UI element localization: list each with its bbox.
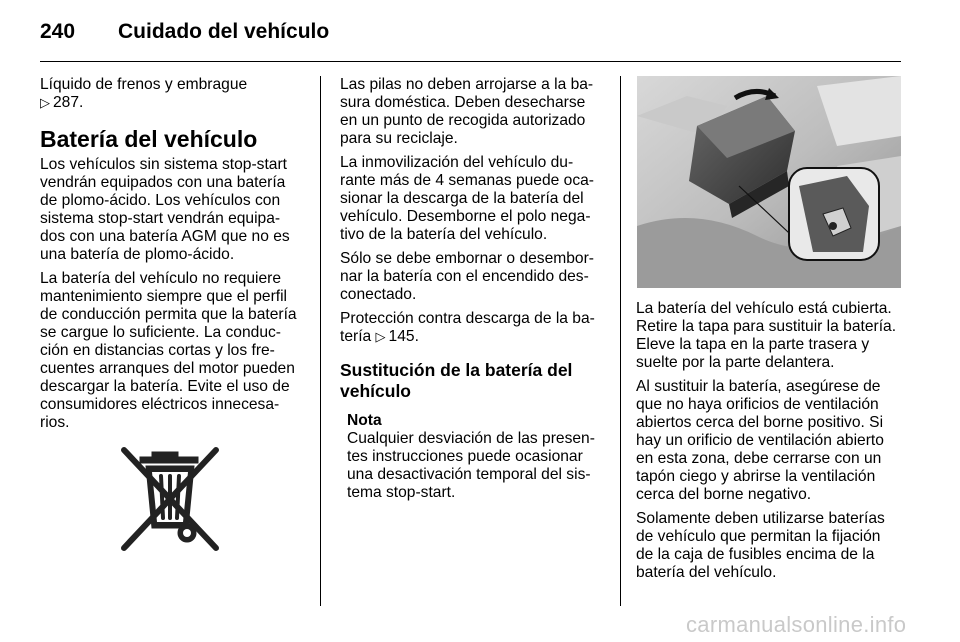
text-line: tes instrucciones puede ocasionar: [347, 448, 583, 465]
text-line: tivo de la batería del vehículo.: [340, 226, 548, 243]
cross-reference[interactable]: [376, 328, 419, 345]
triangle-right-icon: ▷: [375, 329, 386, 344]
column-1: [40, 76, 308, 438]
xref-page: 145.: [388, 328, 419, 345]
text-line: Al sustituir la batería, asegúrese de: [636, 378, 881, 395]
watermark: carmanualsonline.info: [686, 612, 907, 637]
page-header-title: Cuidado del vehículo: [118, 20, 330, 43]
text-line: para su reciclaje.: [340, 130, 458, 147]
text-line: rios.: [40, 414, 70, 431]
paragraph-ignition-off: [340, 250, 602, 304]
battery-cover-photo: [637, 76, 901, 288]
note-box: [347, 412, 602, 502]
cross-reference[interactable]: [40, 94, 308, 112]
text-line: Las pilas no deben arrojarse a la ba-: [340, 76, 594, 93]
text-line: La batería del vehículo no requiere: [40, 270, 282, 287]
column-2: [340, 76, 602, 502]
text-line: [340, 328, 602, 346]
text-line: consumidores eléctricos innecesa-: [40, 396, 280, 413]
text-line: de vehículo que permitan la fijación: [636, 528, 881, 545]
column-divider-1: [320, 76, 321, 606]
text-line: sionar la descarga de la batería del: [340, 190, 584, 207]
text-line: abiertos cerca del borne positivo. Si: [636, 414, 884, 431]
text-line: Cualquier desviación de las presen-: [347, 430, 595, 447]
paragraph-fuse-box: [636, 510, 904, 582]
paragraph-discharge-protection: [340, 310, 602, 346]
text-line: de la caja de fusibles encima de la: [636, 546, 875, 563]
text-line: Líquido de frenos y embrague: [40, 76, 248, 93]
text-fragment: tería: [340, 328, 372, 345]
text-line: Protección contra descarga de la ba-: [340, 310, 595, 327]
section-title: Batería del vehículo: [40, 126, 258, 152]
text-line: La batería del vehículo está cubierta.: [636, 300, 892, 317]
text-line: que no haya orificios de ventilación: [636, 396, 879, 413]
text-line: batería del vehículo.: [636, 564, 777, 581]
paragraph-disposal: [340, 76, 602, 148]
text-line: Sustitución de la batería del: [340, 360, 573, 380]
text-line: cerca del borne negativo.: [636, 486, 812, 503]
text-line: rante más de 4 semanas puede oca-: [340, 172, 594, 189]
text-line: Los vehículos sin sistema stop-start: [40, 156, 288, 173]
column-3: [636, 300, 904, 588]
note-title: Nota: [347, 412, 382, 429]
text-line: Eleve la tapa en la parte trasera y: [636, 336, 870, 353]
text-line: vehículo. Desemborne el polo nega-: [340, 208, 591, 225]
text-line: en esta zona, debe cerrarse con un: [636, 450, 882, 467]
text-line: descargar la batería. Evite el uso de: [40, 378, 290, 395]
xref-page: 287.: [53, 94, 84, 111]
text-line: Retire la tapa para sustituir la batería.: [636, 318, 897, 335]
paragraph-immobilization: [340, 154, 602, 244]
paragraph-battery-types: [40, 156, 308, 264]
crossed-out-bin-icon: [116, 446, 226, 557]
triangle-right-icon: ▷: [40, 95, 50, 110]
text-line: La inmovilización del vehículo du-: [340, 154, 574, 171]
text-line: dos con una batería AGM que no es: [40, 228, 290, 245]
text-line: sistema stop-start vendrán equipa-: [40, 210, 281, 227]
text-line: nar la batería con el encendido des-: [340, 268, 589, 285]
text-line: Solamente deben utilizarse baterías: [636, 510, 885, 527]
paragraph-vent-holes: [636, 378, 904, 504]
text-line: de conducción permita que la batería: [40, 306, 297, 323]
note-text: [347, 430, 602, 502]
text-line: cuentes arranques del motor pueden: [40, 360, 295, 377]
text-line: una batería de plomo-ácido.: [40, 246, 235, 263]
subheading-battery-replacement: [340, 360, 602, 402]
text-line: conectado.: [340, 286, 417, 303]
text-line: tapón ciego y abrirse la ventilación: [636, 468, 876, 485]
page-number: 240: [40, 20, 76, 43]
text-line: suelte por la parte delantera.: [636, 354, 835, 371]
text-line: una desactivación temporal del sis-: [347, 466, 591, 483]
text-line: hay un orificio de ventilación abierto: [636, 432, 884, 449]
text-line: vehículo: [340, 381, 411, 401]
text-line: tema stop-start.: [347, 484, 456, 501]
paragraph-cover: [636, 300, 904, 372]
text-line: en un punto de recogida autorizado: [340, 112, 586, 129]
text-line: ción en distancias cortas y los fre-: [40, 342, 275, 359]
text-line: sura doméstica. Deben desecharse: [340, 94, 586, 111]
text-line: Sólo se debe embornar o desembor-: [340, 250, 594, 267]
text-line: vendrán equipados con una batería: [40, 174, 286, 191]
column-divider-2: [620, 76, 621, 606]
text-line: mantenimiento siempre que el perfil: [40, 288, 288, 305]
text-line: se cargue lo suficiente. La conduc-: [40, 324, 281, 341]
header-rule: [40, 61, 901, 62]
intro-paragraph: [40, 76, 308, 112]
text-line: de plomo-ácido. Los vehículos con: [40, 192, 281, 209]
paragraph-maintenance: [40, 270, 308, 432]
